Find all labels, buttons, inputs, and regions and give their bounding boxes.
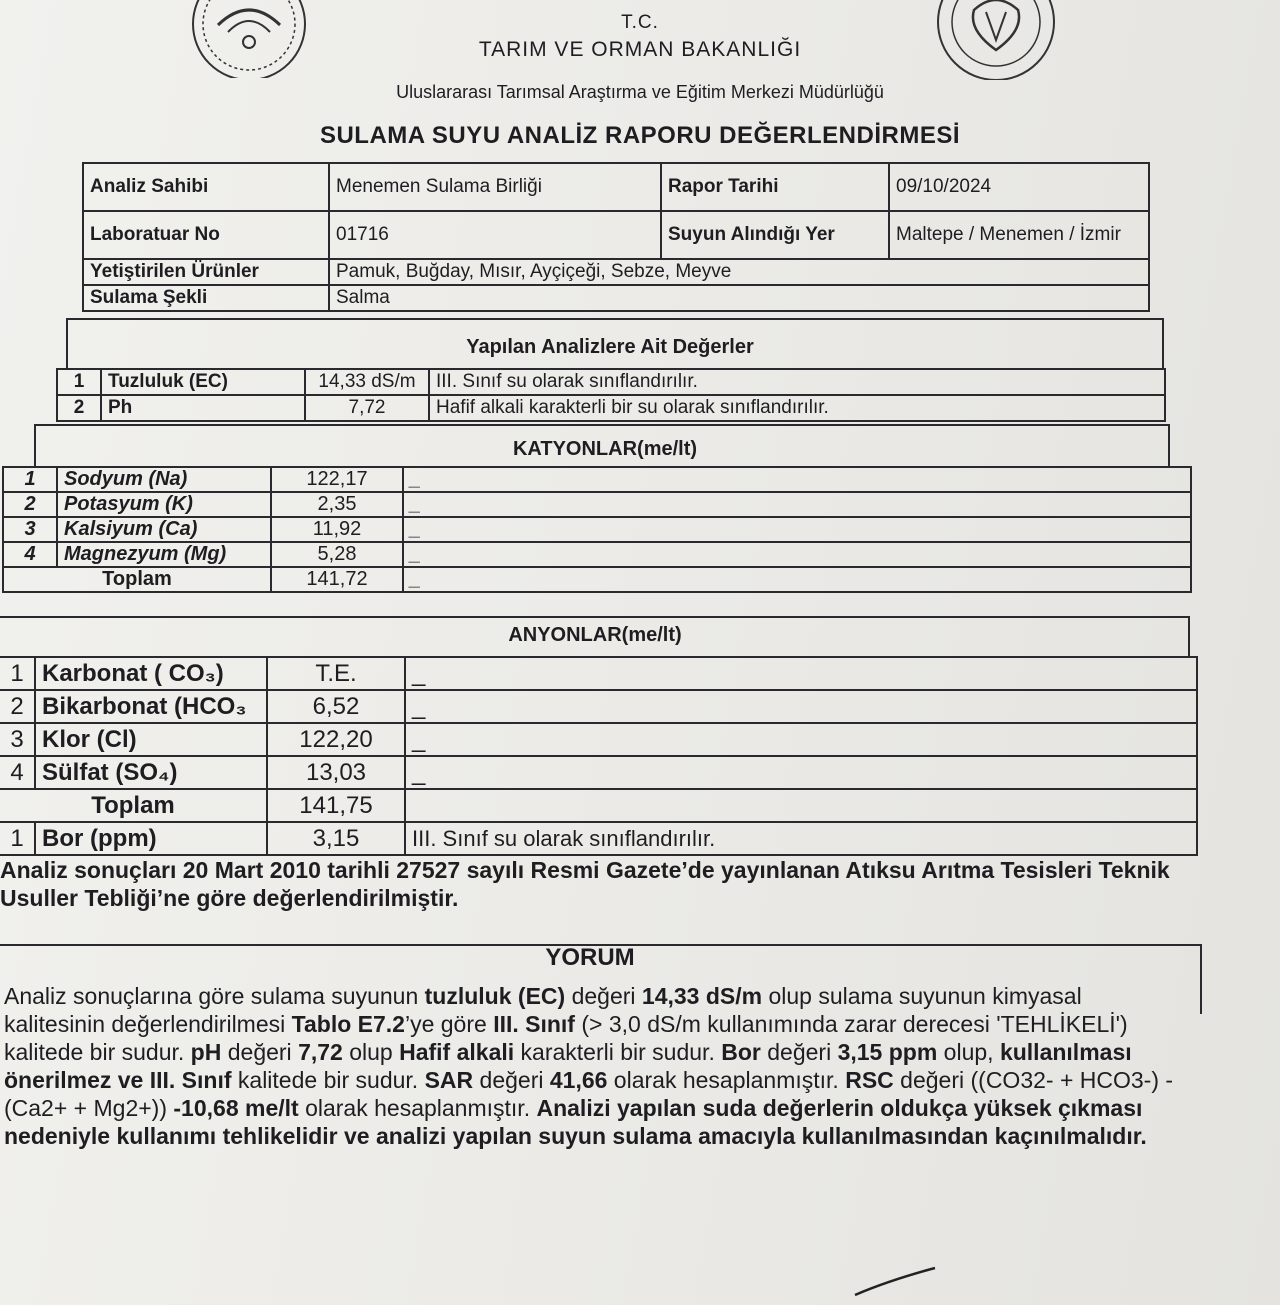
yorum-run: (> 3,0 dS/m kullanımında zarar derecesi 'TEHLİKELİ') kalitede bir sudur. <box>4 1011 1128 1065</box>
yorum-bold-run: Bor <box>721 1039 761 1065</box>
row-comment: III. Sınıf su olarak sınıflandırılır. <box>429 369 1165 395</box>
row-value: 2,35 <box>271 492 403 517</box>
total-label: Toplam <box>0 789 267 822</box>
report-title: SULAMA SUYU ANALİZ RAPORU DEĞERLENDİRMESİ <box>319 122 961 149</box>
cations-title: KATYONLAR(me/lt) <box>512 438 698 460</box>
total-comment <box>405 789 1197 822</box>
row-no: 1 <box>57 369 101 395</box>
info-table <box>82 162 1150 312</box>
irrigation-label: Sulama Şekli <box>83 285 329 311</box>
row-name: Tuzluluk (EC) <box>101 369 305 395</box>
table-row <box>57 369 1165 395</box>
row-comment: _ <box>405 723 1197 756</box>
total-row <box>0 789 1197 822</box>
row-no: 2 <box>3 492 57 517</box>
row-value: 6,52 <box>267 690 405 723</box>
row-name: Potasyum (K) <box>57 492 271 517</box>
report-date-value: 09/10/2024 <box>889 163 1149 211</box>
products-value: Pamuk, Buğday, Mısır, Ayçiçeği, Sebze, Meyve <box>329 259 1149 285</box>
table-row <box>3 542 1191 567</box>
row-name: Bikarbonat (HCO₃ <box>35 690 267 723</box>
analysis-title: Yapılan Analizlere Ait Değerler <box>466 336 754 358</box>
yorum-bold-run: Analizi yapılan suda değerlerin oldukça yüksek çıkması nedeniyle kullanımı tehlikelidir ve analizi yapılan suyun sulama amacıyla kullanılmasından kaçınılmalıdır. <box>4 1095 1147 1149</box>
lab-no-value: 01716 <box>329 211 661 259</box>
row-comment: _ <box>403 542 1191 567</box>
lab-no-label: Laboratuar No <box>83 211 329 259</box>
report-date-label: Rapor Tarihi <box>661 163 889 211</box>
yorum-bold-run: 3,15 ppm <box>837 1039 938 1065</box>
location-label: Suyun Alındığı Yer <box>661 211 889 259</box>
total-comment: _ <box>403 567 1191 592</box>
yorum-bold-run: -10,68 me/lt <box>173 1095 299 1121</box>
row-name: Sülfat (SO₄) <box>35 756 267 789</box>
yorum-bold-run: kullanılması önerilmez ve III. Sınıf <box>4 1039 1132 1093</box>
yorum-run: olarak hesaplanmıştır. <box>298 1095 537 1121</box>
table-row <box>0 723 1197 756</box>
owner-label: Analiz Sahibi <box>83 163 329 211</box>
row-value: 14,33 dS/m <box>305 369 429 395</box>
row-comment: _ <box>405 756 1197 789</box>
boron-row <box>0 822 1197 855</box>
boron-value: 3,15 <box>267 822 405 855</box>
yorum-bold-run: RSC <box>845 1067 894 1093</box>
row-comment: _ <box>405 657 1197 690</box>
total-value: 141,75 <box>267 789 405 822</box>
yorum-run: değeri <box>473 1067 550 1093</box>
row-value: 13,03 <box>267 756 405 789</box>
table-row <box>3 467 1191 492</box>
yorum-bold-run: Hafif alkali <box>399 1039 515 1065</box>
total-label: Toplam <box>3 567 271 592</box>
yorum-run: olup <box>342 1039 400 1065</box>
yorum-bold-run: tuzluluk (EC) <box>424 983 566 1009</box>
row-no: 4 <box>0 756 35 789</box>
yorum-bold-run: 7,72 <box>298 1039 343 1065</box>
yorum-run: kalitede bir sudur. <box>231 1067 425 1093</box>
boron-name: Bor (ppm) <box>35 822 267 855</box>
signature-mark <box>850 1260 940 1305</box>
legal-note: Analiz sonuçları 20 Mart 2010 tarihli 27527 sayılı Resmi Gazete’de yayınlanan Atıksu Arıtma Tesisleri Teknik Usuller Tebliği’ne göre değerlendirilmiştir. <box>0 857 1170 911</box>
row-no: 2 <box>57 395 101 421</box>
row-value: 5,28 <box>271 542 403 567</box>
row-comment: _ <box>403 467 1191 492</box>
products-label: Yetiştirilen Ürünler <box>83 259 329 285</box>
row-no: 3 <box>3 517 57 542</box>
yorum-run: değeri <box>221 1039 299 1065</box>
boron-no: 1 <box>0 822 35 855</box>
row-comment: _ <box>403 492 1191 517</box>
row-comment: Hafif alkali karakterli bir su olarak sınıflandırılır. <box>429 395 1165 421</box>
table-row <box>0 690 1197 723</box>
yorum-run: ’ye göre <box>404 1011 494 1037</box>
location-value: Maltepe / Menemen / İzmir <box>889 211 1149 259</box>
row-name: Kalsiyum (Ca) <box>57 517 271 542</box>
row-no: 1 <box>3 467 57 492</box>
row-value: 11,92 <box>271 517 403 542</box>
yorum-text <box>4 982 1184 1150</box>
row-no: 4 <box>3 542 57 567</box>
yorum-bold-run: pH <box>190 1039 222 1065</box>
row-no: 2 <box>0 690 35 723</box>
table-row <box>0 756 1197 789</box>
row-name: Sodyum (Na) <box>57 467 271 492</box>
header-center: Uluslararası Tarımsal Araştırma ve Eğitim Merkezi Müdürlüğü <box>396 82 884 102</box>
anions-table <box>0 656 1198 856</box>
yorum-run: değeri ((CO32- + HCO3-) - (Ca2+ + Mg2+)) <box>4 1067 1174 1121</box>
cations-table <box>2 466 1192 593</box>
row-value: 7,72 <box>305 395 429 421</box>
yorum-bold-run: 14,33 dS/m <box>641 983 763 1009</box>
row-comment: _ <box>405 690 1197 723</box>
yorum-bold-run: Tablo E7.2 <box>291 1011 405 1037</box>
yorum-title: YORUM <box>545 944 635 971</box>
yorum-run: değeri <box>760 1039 838 1065</box>
total-value: 141,72 <box>271 567 403 592</box>
yorum-run: değeri <box>565 983 642 1009</box>
total-row <box>3 567 1191 592</box>
row-no: 1 <box>0 657 35 690</box>
header-ministry: TARIM VE ORMAN BAKANLIĞI <box>478 38 802 61</box>
table-row <box>57 395 1165 421</box>
owner-value: Menemen Sulama Birliği <box>329 163 661 211</box>
anions-title: ANYONLAR(me/lt) <box>508 624 682 646</box>
row-name: Karbonat ( CO₃) <box>35 657 267 690</box>
row-value: 122,20 <box>267 723 405 756</box>
row-no: 3 <box>0 723 35 756</box>
irrigation-value: Salma <box>329 285 1149 311</box>
row-name: Magnezyum (Mg) <box>57 542 271 567</box>
yorum-bold-run: III. Sınıf <box>493 1011 575 1037</box>
yorum-bold-run: 41,66 <box>549 1067 608 1093</box>
yorum-run: karakterli bir sudur. <box>514 1039 722 1065</box>
yorum-bold-run: SAR <box>424 1067 474 1093</box>
row-name: Ph <box>101 395 305 421</box>
table-row <box>3 492 1191 517</box>
boron-comment: III. Sınıf su olarak sınıflandırılır. <box>405 822 1197 855</box>
row-value: 122,17 <box>271 467 403 492</box>
row-name: Klor (Cl) <box>35 723 267 756</box>
header-tc: T.C. <box>621 12 659 33</box>
yorum-run: olup sulama suyunun kimyasal kalitesinin değerlendirilmesi <box>4 983 1082 1037</box>
analysis-table <box>56 368 1166 422</box>
yorum-run: olup, <box>937 1039 1000 1065</box>
table-row <box>0 657 1197 690</box>
row-comment: _ <box>403 517 1191 542</box>
yorum-run: Analiz sonuçlarına göre sulama suyunun <box>4 983 425 1009</box>
yorum-run: olarak hesaplanmıştır. <box>607 1067 846 1093</box>
row-value: T.E. <box>267 657 405 690</box>
table-row <box>3 517 1191 542</box>
